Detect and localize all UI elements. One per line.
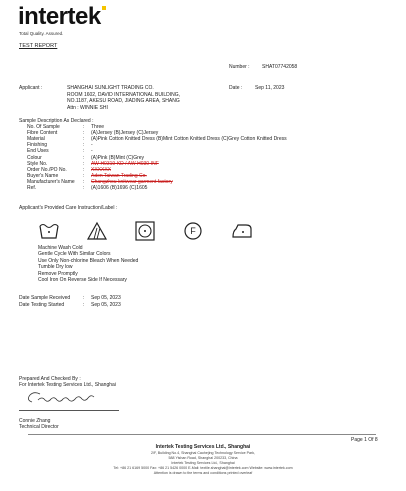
for-company: For Intertek Testing Services Ltd., Shanghai bbox=[19, 382, 116, 388]
report-title: TEST REPORT bbox=[19, 43, 58, 49]
page-number: Page 1 Of 8 bbox=[351, 437, 378, 443]
logo-dot-icon bbox=[102, 6, 106, 10]
colon: : bbox=[83, 142, 85, 149]
sample-row-label: Style No. bbox=[27, 160, 48, 167]
signatory-name: Connie Zhang bbox=[19, 418, 51, 424]
no-bleach-icon bbox=[86, 221, 108, 243]
professional-clean-icon bbox=[182, 221, 204, 243]
sample-row-label: Buyer's Name bbox=[27, 172, 59, 179]
report-date-value: Sep 11, 2023 bbox=[255, 85, 285, 91]
care-instruction: Machine Wash Cold bbox=[38, 245, 83, 251]
prepared-by: Prepared And Checked By : bbox=[19, 376, 81, 382]
date-received-label: Date Sample Received bbox=[19, 295, 71, 301]
applicant-address bbox=[67, 85, 180, 111]
wash-30-icon bbox=[38, 221, 60, 243]
care-heading: Applicant's Provided Care Instruction/Label : bbox=[19, 205, 118, 211]
sample-row-label: Finishing bbox=[27, 142, 48, 149]
colon: : bbox=[83, 160, 85, 167]
sample-row-value: (A)Jersey (B)Jersey (C)Jersey bbox=[91, 130, 159, 137]
colon: : bbox=[83, 178, 85, 185]
colon: : bbox=[83, 166, 85, 173]
care-instruction: Gentle Cycle With Similar Colors bbox=[38, 251, 111, 258]
sample-row-label: No. Of Sample bbox=[27, 124, 60, 130]
signature-line bbox=[19, 410, 119, 411]
care-instructions bbox=[38, 245, 138, 283]
signature bbox=[22, 388, 112, 412]
care-instruction: Cool Iron On Reverse Side If Necessary bbox=[38, 277, 127, 284]
applicant-label: Applicant : bbox=[19, 85, 43, 91]
sample-row-label: Colour bbox=[27, 154, 42, 161]
colon: : bbox=[83, 295, 85, 301]
colon: : bbox=[83, 302, 85, 308]
redacted-value: XXXXXX bbox=[91, 166, 112, 173]
colon: : bbox=[83, 136, 85, 143]
sample-row-label: Material bbox=[27, 136, 45, 143]
report-date-label: Date : bbox=[229, 85, 243, 91]
sample-row-label: End Uses bbox=[27, 148, 49, 155]
redacted-value: AW-H0319-KD / AW-H030-INF bbox=[91, 160, 159, 167]
tumble-dry-low-icon bbox=[134, 221, 156, 243]
svg-text:F: F bbox=[190, 226, 196, 236]
intertek-logo bbox=[18, 2, 106, 32]
sample-row-value: - bbox=[91, 142, 93, 149]
applicant-line: NO.1187, AKESU ROAD, JIADING AREA, SHANG bbox=[67, 98, 180, 104]
sample-heading: Sample Description As Declared : bbox=[19, 118, 94, 124]
care-instruction: Use Only Non-chlorine Bleach When Needed bbox=[38, 257, 139, 264]
signatory-title: Technical Director bbox=[19, 424, 59, 430]
sample-row-label: Fibre Content bbox=[27, 130, 58, 137]
applicant-line: ROOM 1602, DAVID INTERNATIONAL BUILDING, bbox=[67, 91, 180, 98]
footer-divider bbox=[28, 434, 376, 435]
date-received-value: Sep 05, 2023 bbox=[91, 295, 121, 301]
iron-low-icon bbox=[230, 221, 254, 243]
footer-contact: Tel: +86 21 6169 5000 Fax: +86 21 5426 0000 E-Mail: textile.shanghai@intertek.com Website: www.intertek.com bbox=[113, 466, 293, 470]
colon: : bbox=[83, 185, 85, 191]
sample-row-value: (A)1606 (B)1696 (C)1605 bbox=[91, 185, 148, 191]
care-instruction: Remove Promptly bbox=[38, 270, 78, 277]
colon: : bbox=[83, 148, 85, 155]
sample-row-label: Manufacturer's Name bbox=[27, 178, 75, 185]
colon: : bbox=[83, 172, 85, 179]
redacted-value: Changzhou knitwear garment factory bbox=[91, 178, 173, 185]
footer-address-1: 2/F, Building No.4, Shanghai Caohejing Technology Service Park, bbox=[150, 451, 255, 455]
brand-name: intertek bbox=[18, 3, 101, 30]
colon: : bbox=[83, 130, 85, 137]
date-testing-label: Date Testing Started bbox=[19, 302, 65, 308]
date-testing-value: Sep 05, 2023 bbox=[91, 302, 121, 308]
sample-row-label: Order No./PO No. bbox=[27, 166, 67, 173]
sample-row-value: Three bbox=[91, 124, 105, 130]
applicant-line: SHANGHAI SUNLIGHT TRADING CO. bbox=[67, 85, 154, 91]
sample-row-value: (A)Pink Cotton Knitted Dress (B)Mint Cotton Knitted Dress (C)Grey Cotton Knitted Dress bbox=[91, 136, 287, 143]
footer-company: Intertek Testing Services Ltd., Shanghai bbox=[155, 444, 251, 450]
care-instruction: Tumble Dry low bbox=[38, 264, 73, 271]
colon: : bbox=[83, 124, 85, 130]
footer-address-2: 588 Yishan Road, Shanghai 200233, China bbox=[168, 456, 238, 460]
colon: : bbox=[83, 154, 85, 161]
tagline: Total Quality. Assured. bbox=[19, 31, 64, 36]
sample-row-value: (A)Pink (B)Mint (C)Grey bbox=[91, 154, 145, 161]
footer-terms: Attention is drawn to the terms and conditions printed overleaf bbox=[153, 471, 253, 475]
report-number-value: SHAT07742058 bbox=[262, 64, 298, 70]
sample-row-label: Ref. bbox=[27, 185, 37, 191]
applicant-attn: Attn : WINNIE SHI bbox=[67, 104, 108, 111]
redacted-value: Aden Taiwan Trading Co. bbox=[91, 172, 147, 179]
footer-company-2: Intertek Testing Services Ltd., Shanghai bbox=[171, 461, 235, 465]
report-number-label: Number : bbox=[229, 64, 250, 70]
sample-row-value: - bbox=[91, 148, 93, 155]
